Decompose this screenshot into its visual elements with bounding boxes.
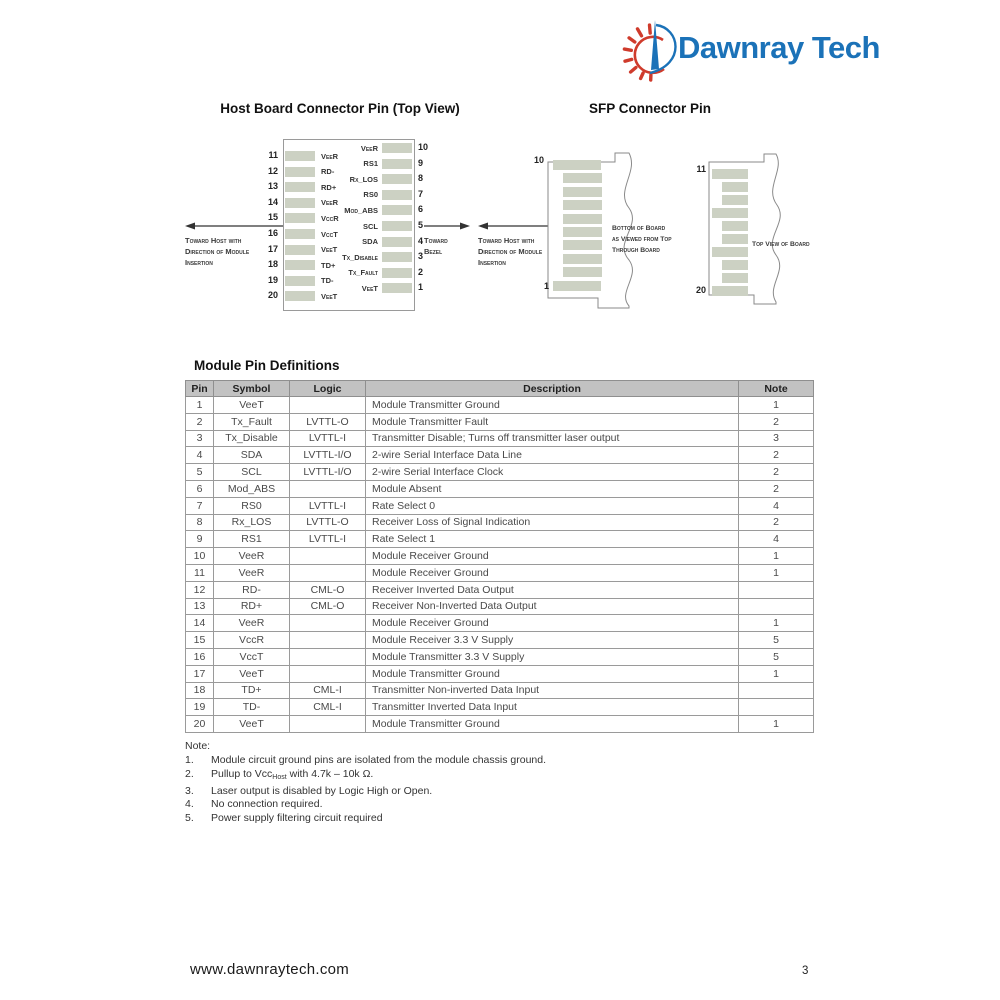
pin-number: 14 bbox=[267, 196, 278, 207]
table-cell: Transmitter Inverted Data Input bbox=[366, 699, 739, 716]
table-cell: 1 bbox=[739, 397, 814, 414]
table-cell: 16 bbox=[186, 648, 214, 665]
table-cell: Module Transmitter Fault bbox=[366, 413, 739, 430]
connector-pad bbox=[563, 173, 602, 183]
toward-bezel-caption-text: Toward Bezel bbox=[424, 236, 448, 256]
left-arrow-icon bbox=[185, 221, 283, 231]
table-cell: VccT bbox=[214, 648, 290, 665]
pin-label: RS0 bbox=[363, 190, 378, 200]
pin-pad bbox=[382, 205, 412, 215]
connector-pad bbox=[563, 187, 602, 197]
pin-pad bbox=[382, 174, 412, 184]
connector-pad bbox=[563, 267, 602, 277]
table-cell: 2-wire Serial Interface Data Line bbox=[366, 447, 739, 464]
pin-pad bbox=[382, 283, 412, 293]
table-cell: 1 bbox=[739, 665, 814, 682]
table-row bbox=[186, 548, 814, 565]
pin-number: 1 bbox=[418, 282, 424, 293]
pin-number: 10 bbox=[533, 155, 544, 165]
table-cell: VeeR bbox=[214, 564, 290, 581]
connector-pad bbox=[553, 281, 601, 291]
table-cell bbox=[290, 480, 366, 497]
column-header: Pin bbox=[186, 381, 214, 397]
table-cell: SDA bbox=[214, 447, 290, 464]
pin-pad bbox=[382, 268, 412, 278]
notes-section bbox=[185, 740, 805, 826]
table-cell: 1 bbox=[739, 615, 814, 632]
pin-label: Mod_ABS bbox=[344, 205, 378, 215]
pin-label: Rx_LOS bbox=[349, 174, 378, 184]
table-cell: 20 bbox=[186, 716, 214, 733]
table-cell bbox=[290, 716, 366, 733]
table-cell bbox=[290, 548, 366, 565]
table-cell: 11 bbox=[186, 564, 214, 581]
column-header: Note bbox=[739, 381, 814, 397]
table-cell: LVTTL-I/O bbox=[290, 464, 366, 481]
table-cell: Module Transmitter Ground bbox=[366, 716, 739, 733]
table-cell: SCL bbox=[214, 464, 290, 481]
pin-number: 20 bbox=[267, 290, 278, 301]
sfp-toward-host-caption-text: Toward Host with Direction of Module Insertion bbox=[478, 236, 543, 267]
table-row bbox=[186, 497, 814, 514]
table-row bbox=[186, 598, 814, 615]
pin-number: 7 bbox=[418, 188, 424, 199]
table-cell: Transmitter Disable; Turns off transmitter laser output bbox=[366, 430, 739, 447]
pin-label: Tx_Disable bbox=[342, 252, 378, 262]
pin-number: 2 bbox=[418, 266, 424, 277]
table-cell bbox=[290, 564, 366, 581]
table-row bbox=[186, 682, 814, 699]
table-cell: 2-wire Serial Interface Clock bbox=[366, 464, 739, 481]
pin-number: 9 bbox=[418, 157, 424, 168]
note-item bbox=[185, 812, 805, 826]
table-cell: Module Absent bbox=[366, 480, 739, 497]
table-row bbox=[186, 564, 814, 581]
table-row bbox=[186, 464, 814, 481]
pin-number: 6 bbox=[418, 204, 424, 215]
table-cell: Receiver Loss of Signal Indication bbox=[366, 514, 739, 531]
pin-label: VeeR bbox=[321, 198, 339, 208]
connector-pad bbox=[722, 221, 748, 231]
connector-pad bbox=[712, 169, 748, 179]
note-item bbox=[185, 798, 805, 812]
table-cell: LVTTL-I/O bbox=[290, 447, 366, 464]
table-cell: CML-O bbox=[290, 581, 366, 598]
pin-definitions-table bbox=[185, 380, 814, 733]
connector-pad bbox=[722, 195, 748, 205]
pin-number: 18 bbox=[267, 259, 278, 270]
pin-number: 13 bbox=[267, 181, 278, 192]
table-cell bbox=[739, 581, 814, 598]
pin-pad bbox=[382, 237, 412, 247]
table-cell: Module Transmitter Ground bbox=[366, 397, 739, 414]
table-cell: 19 bbox=[186, 699, 214, 716]
table-row bbox=[186, 615, 814, 632]
table-cell: VeeT bbox=[214, 397, 290, 414]
pin-number: 17 bbox=[267, 243, 278, 254]
pin-label: SCL bbox=[363, 221, 378, 231]
pin-number: 3 bbox=[418, 251, 424, 262]
pin-label: VeeT bbox=[361, 283, 378, 293]
notes-label: Note: bbox=[185, 740, 211, 752]
table-cell: LVTTL-I bbox=[290, 497, 366, 514]
table-cell: 2 bbox=[739, 514, 814, 531]
connector-pad bbox=[722, 260, 748, 270]
table-cell: 1 bbox=[739, 564, 814, 581]
table-cell: VeeR bbox=[214, 548, 290, 565]
note-item bbox=[185, 754, 805, 768]
connector-pad bbox=[712, 286, 748, 296]
table-cell: 2 bbox=[739, 464, 814, 481]
table-cell: 4 bbox=[186, 447, 214, 464]
connector-pad bbox=[722, 273, 748, 283]
pin-number: 20 bbox=[695, 285, 706, 295]
table-cell: Module Receiver 3.3 V Supply bbox=[366, 632, 739, 649]
table-cell: 2 bbox=[739, 413, 814, 430]
table-row bbox=[186, 397, 814, 414]
pin-number: 11 bbox=[268, 150, 278, 160]
table-cell: RS0 bbox=[214, 497, 290, 514]
table-cell: Mod_ABS bbox=[214, 480, 290, 497]
pin-label: TD+ bbox=[321, 260, 336, 270]
table-cell: Receiver Non-Inverted Data Output bbox=[366, 598, 739, 615]
sfp-top-view-board bbox=[690, 152, 825, 317]
pin-number: 4 bbox=[418, 235, 424, 246]
table-cell: 17 bbox=[186, 665, 214, 682]
table-cell bbox=[290, 665, 366, 682]
table-row bbox=[186, 413, 814, 430]
table-cell bbox=[290, 615, 366, 632]
pin-number: 5 bbox=[418, 220, 424, 230]
pin-pad bbox=[382, 221, 412, 231]
table-cell: 1 bbox=[739, 548, 814, 565]
note-text: Laser output is disabled by Logic High or Open. bbox=[211, 784, 433, 797]
table-cell: LVTTL-I bbox=[290, 531, 366, 548]
pin-label: VeeR bbox=[321, 151, 339, 161]
pin-label: VeeT bbox=[321, 291, 338, 301]
pin-pad bbox=[382, 159, 412, 169]
table-cell: Rx_LOS bbox=[214, 514, 290, 531]
table-cell: 5 bbox=[739, 648, 814, 665]
table-cell: Tx_Disable bbox=[214, 430, 290, 447]
table-cell: CML-O bbox=[290, 598, 366, 615]
table-cell: Module Transmitter Ground bbox=[366, 665, 739, 682]
table-row bbox=[186, 648, 814, 665]
connector-pad bbox=[563, 200, 602, 210]
table-cell: RD- bbox=[214, 581, 290, 598]
logo-text: Dawnray Tech bbox=[678, 30, 880, 65]
table-cell: Rate Select 1 bbox=[366, 531, 739, 548]
sfp-bottom-view-board bbox=[530, 148, 680, 320]
pin-number: 8 bbox=[418, 173, 424, 184]
table-cell: Module Transmitter 3.3 V Supply bbox=[366, 648, 739, 665]
pin-number: 16 bbox=[267, 228, 278, 238]
pin-label: VccT bbox=[321, 229, 338, 239]
table-cell bbox=[290, 632, 366, 649]
table-cell: LVTTL-O bbox=[290, 514, 366, 531]
table-cell: Module Receiver Ground bbox=[366, 615, 739, 632]
right-arrow-icon bbox=[424, 221, 470, 231]
table-cell: 4 bbox=[739, 531, 814, 548]
connector-pad bbox=[722, 182, 748, 192]
connector-pad bbox=[712, 208, 748, 218]
table-cell: 2 bbox=[186, 413, 214, 430]
table-cell: VeeT bbox=[214, 716, 290, 733]
table-cell: Module Receiver Ground bbox=[366, 548, 739, 565]
table-cell: 5 bbox=[186, 464, 214, 481]
table-header-row bbox=[186, 381, 814, 397]
table-cell: 13 bbox=[186, 598, 214, 615]
toward-host-caption bbox=[185, 218, 283, 269]
connector-pad bbox=[722, 234, 748, 244]
note-number: 4. bbox=[185, 798, 194, 811]
pin-number: 11 bbox=[696, 164, 706, 174]
table-row bbox=[186, 581, 814, 598]
pin-pad bbox=[285, 291, 315, 301]
note-item bbox=[185, 768, 805, 785]
pin-label: VeeR bbox=[360, 143, 378, 153]
table-cell: RS1 bbox=[214, 531, 290, 548]
table-cell: 7 bbox=[186, 497, 214, 514]
note-text: Power supply filtering circuit required bbox=[211, 812, 383, 825]
table-cell: Transmitter Non-inverted Data Input bbox=[366, 682, 739, 699]
pin-label: RS1 bbox=[363, 159, 378, 169]
pin-number: 19 bbox=[267, 274, 278, 285]
vcc-host-subscript: Host bbox=[272, 773, 287, 781]
pin-pad bbox=[382, 143, 412, 153]
table-row bbox=[186, 665, 814, 682]
table-cell bbox=[739, 598, 814, 615]
column-header: Symbol bbox=[214, 381, 290, 397]
pin-pad bbox=[382, 190, 412, 200]
table-cell: Module Receiver Ground bbox=[366, 564, 739, 581]
table-row bbox=[186, 480, 814, 497]
table-cell: 4 bbox=[739, 497, 814, 514]
table-row bbox=[186, 632, 814, 649]
pin-label: Tx_Fault bbox=[348, 268, 378, 278]
sfp-diagram-title: SFP Connector Pin bbox=[588, 101, 711, 116]
pin-number: 10 bbox=[418, 142, 429, 152]
footer-url[interactable]: www.dawnraytech.com bbox=[190, 961, 350, 978]
table-cell: 9 bbox=[186, 531, 214, 548]
table-title: Module Pin Definitions bbox=[194, 358, 340, 373]
table-cell: RD+ bbox=[214, 598, 290, 615]
table-cell: Tx_Fault bbox=[214, 413, 290, 430]
column-header: Description bbox=[366, 381, 739, 397]
table-cell bbox=[739, 682, 814, 699]
table-cell: 18 bbox=[186, 682, 214, 699]
note-number: 2. bbox=[185, 767, 194, 780]
table-row bbox=[186, 430, 814, 447]
note-text: No connection required. bbox=[211, 798, 323, 811]
table-cell: VeeT bbox=[214, 665, 290, 682]
pin-number: 1 bbox=[543, 281, 549, 291]
table-cell: TD+ bbox=[214, 682, 290, 699]
table-cell: 1 bbox=[186, 397, 214, 414]
pin-number: 15 bbox=[267, 212, 278, 223]
connector-pad bbox=[712, 247, 748, 257]
table-cell: VeeR bbox=[214, 615, 290, 632]
table-cell bbox=[739, 699, 814, 716]
table-cell: 14 bbox=[186, 615, 214, 632]
table-cell: VccR bbox=[214, 632, 290, 649]
table-cell: 6 bbox=[186, 480, 214, 497]
note-number: 5. bbox=[185, 812, 194, 825]
note-number: 1. bbox=[185, 754, 194, 766]
pin-label: RD+ bbox=[321, 182, 337, 192]
table-cell bbox=[290, 397, 366, 414]
table-cell: 3 bbox=[186, 430, 214, 447]
table-cell: 3 bbox=[739, 430, 814, 447]
toward-host-caption-text: Toward Host with Direction of Module Insertion bbox=[185, 236, 250, 267]
note-text: Module circuit ground pins are isolated from the module chassis ground. bbox=[211, 754, 547, 766]
logo bbox=[612, 10, 880, 86]
table-cell: LVTTL-O bbox=[290, 413, 366, 430]
table-cell: 2 bbox=[739, 480, 814, 497]
connector-pad bbox=[563, 254, 602, 264]
logo-sun-icon bbox=[612, 12, 686, 84]
note-item bbox=[185, 785, 805, 799]
connector-pad bbox=[563, 214, 602, 224]
pin-label: VccR bbox=[321, 213, 339, 223]
pin-label: TD- bbox=[321, 276, 334, 286]
table-cell: Receiver Inverted Data Output bbox=[366, 581, 739, 598]
pin-label: SDA bbox=[362, 237, 378, 247]
table-cell: 5 bbox=[739, 632, 814, 649]
note-number: 3. bbox=[185, 784, 194, 797]
host-diagram-title: Host Board Connector Pin (Top View) bbox=[220, 101, 460, 116]
table-cell: 8 bbox=[186, 514, 214, 531]
table-cell: 1 bbox=[739, 716, 814, 733]
table-cell: 10 bbox=[186, 548, 214, 565]
table-cell: CML-I bbox=[290, 682, 366, 699]
top-board-caption: Top View of Board bbox=[752, 241, 810, 248]
table-cell: LVTTL-I bbox=[290, 430, 366, 447]
pin-pad bbox=[382, 252, 412, 262]
table-cell bbox=[290, 648, 366, 665]
connector-pad bbox=[563, 227, 602, 237]
connector-pad bbox=[553, 160, 601, 170]
table-cell: 15 bbox=[186, 632, 214, 649]
table-row bbox=[186, 514, 814, 531]
pin-label: RD- bbox=[321, 167, 335, 177]
note-text: Pullup to VccHost with 4.7k – 10k Ω. bbox=[211, 767, 374, 781]
connector-pad bbox=[563, 240, 602, 250]
bottom-board-caption: Bottom of Board as Viewed from Top Through Board bbox=[612, 225, 672, 254]
table-row bbox=[186, 531, 814, 548]
table-cell: Rate Select 0 bbox=[366, 497, 739, 514]
column-header: Logic bbox=[290, 381, 366, 397]
page-number: 3 bbox=[802, 965, 809, 977]
table-row bbox=[186, 447, 814, 464]
table-cell: 12 bbox=[186, 581, 214, 598]
table-row bbox=[186, 716, 814, 733]
pin-label: VeeT bbox=[321, 245, 338, 255]
pin-number: 12 bbox=[267, 165, 278, 176]
table-cell: TD- bbox=[214, 699, 290, 716]
table-cell: 2 bbox=[739, 447, 814, 464]
table-cell: CML-I bbox=[290, 699, 366, 716]
table-row bbox=[186, 699, 814, 716]
toward-bezel-caption bbox=[424, 218, 476, 258]
